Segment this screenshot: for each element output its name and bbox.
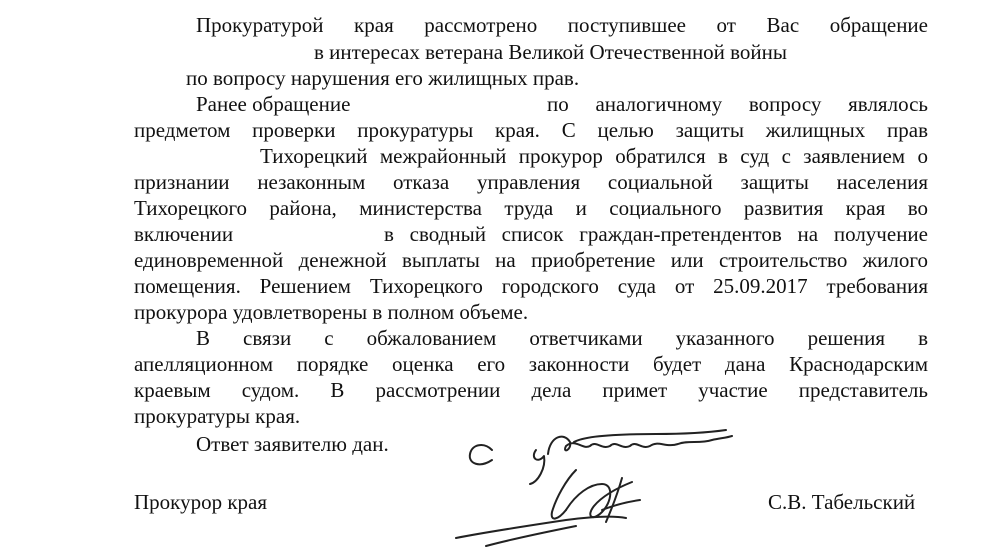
paragraph3-line4: прокуратуры края. <box>134 404 301 428</box>
signer-title: Прокурор края <box>134 490 268 514</box>
paragraph2-line9: прокурора удовлетворены в полном объеме. <box>134 300 529 324</box>
paragraph2-line4: признании незаконным отказа управления социальной защиты населения <box>134 170 928 194</box>
paragraph3-line1: В связи с обжалованием ответчиками указанного решения в <box>196 326 928 350</box>
paragraph2-line5: Тихорецкого района, министерства труда и социального развития края во <box>134 196 928 220</box>
paragraph2-line6-end: в сводный список граждан-претендентов на получение <box>384 222 928 246</box>
closing-line: Ответ заявителю дан. <box>196 432 389 456</box>
paragraph2-line2: предметом проверки прокуратуры края. С целью защиты жилищных прав <box>134 118 928 142</box>
paragraph3-line3: краевым судом. В рассмотрении дела примет участие представитель <box>134 378 928 402</box>
paragraph1-line1: Прокуратурой края рассмотрено поступившее от Вас обращение <box>196 13 928 37</box>
paragraph3-line2: апелляционном порядке оценка его законности будет дана Краснодарским <box>134 352 928 376</box>
paragraph2-line1-end: по аналогичному вопросу являлось <box>547 92 928 116</box>
paragraph2-line3: Тихорецкий межрайонный прокурор обратился в суд с заявлением о <box>260 144 928 168</box>
paragraph2-line1-start: Ранее обращение <box>196 92 351 116</box>
paragraph1-line2: в интересах ветерана Великой Отечественной войны <box>314 40 788 64</box>
paragraph1-line3: по вопросу нарушения его жилищных прав. <box>186 66 580 90</box>
signer-name: С.В. Табельский <box>768 490 916 514</box>
paragraph2-line7: единовременной денежной выплаты на приобретение или строительство жилого <box>134 248 928 272</box>
paragraph2-line8: помещения. Решением Тихорецкого городского суда от 25.09.2017 требования <box>134 274 928 298</box>
paragraph2-line6-start: включении <box>134 222 234 246</box>
handwritten-signature <box>426 420 746 560</box>
